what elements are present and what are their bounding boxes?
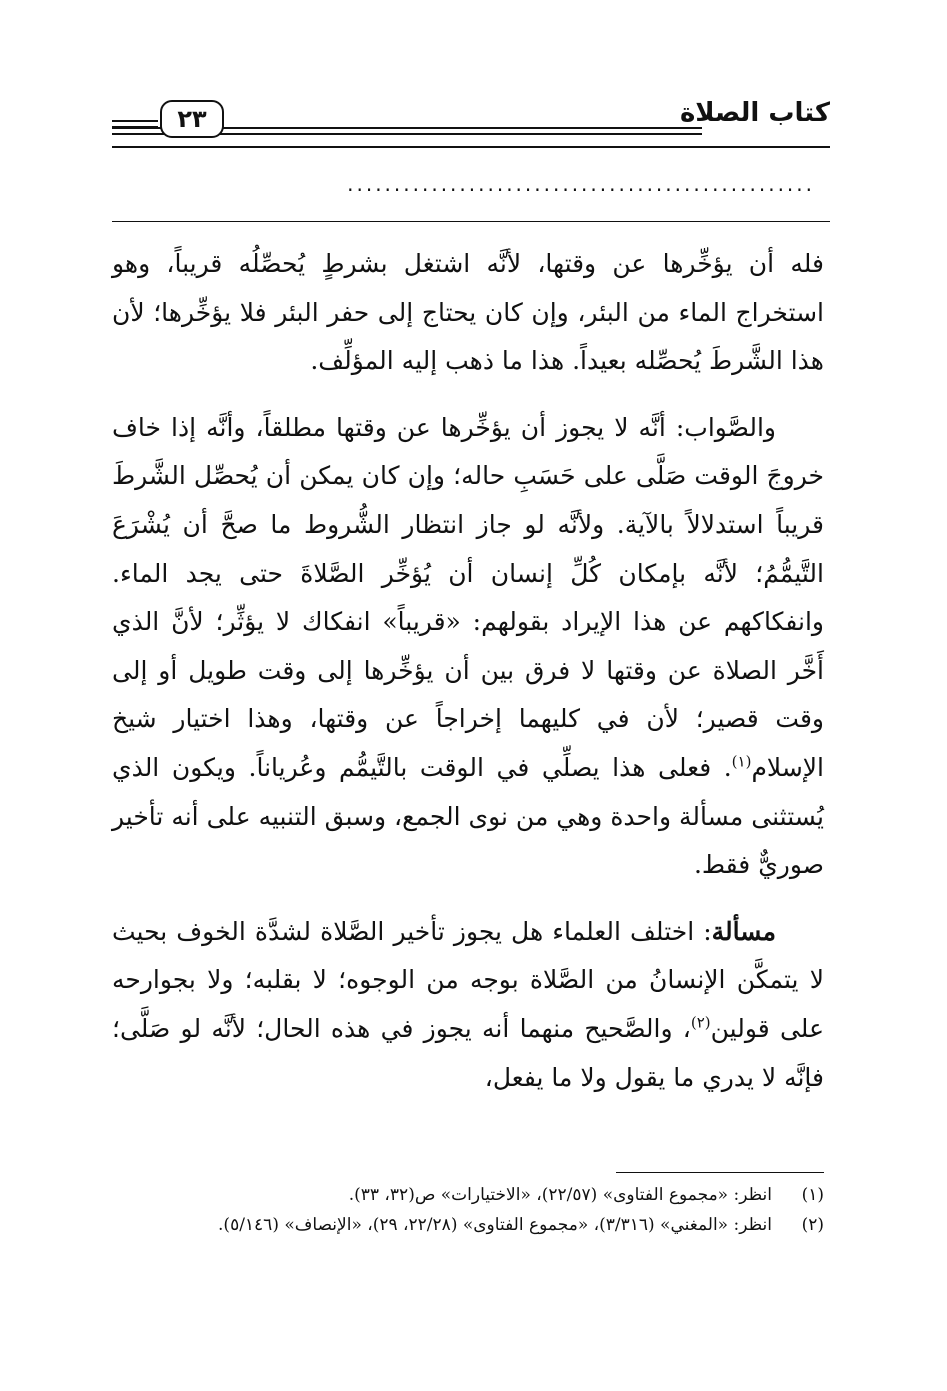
paragraph-text: ، والصَّحيح منهما أنه يجوز في هذه الحال؛ لأنَّه لو صَلَّى؛ فإنَّه لا يدري ما يقول ولا ما يفعل، [112, 1013, 824, 1092]
paragraph-text: . فعلى هذا يصلِّي في الوقت بالتَّيمُّم وعُرياناً. ويكون الذي يُستثنى مسألة واحدة وهي من نوى الجمع، وسبق التنبيه على أنه تأخير صوريٌّ فقط. [112, 752, 824, 880]
continuation-dots: .................................................. [347, 172, 815, 196]
footnote-number: (١) [801, 1185, 824, 1205]
footnote [110, 1180, 824, 1210]
header-rule [112, 120, 158, 122]
body-text [112, 240, 824, 1120]
footnote [110, 1210, 824, 1240]
page-number: ٢٣ [160, 100, 224, 138]
footnote-text: انظر: «المغني» (٣/٣١٦)، «مجموع الفتاوى» (٢٢/٢٨، ٢٩)، «الإنصاف» (٥/١٤٦). [218, 1215, 772, 1235]
footnote-number: (٢) [801, 1215, 824, 1235]
footnote-separator [616, 1172, 824, 1173]
header-rule [112, 126, 158, 128]
paragraph-text: والصَّواب: أنَّه لا يجوز أن يؤخِّرها عن وقتها مطلقاً، وأنَّه إذا خاف خروجَ الوقت صَلَّى على حَسَبِ حاله؛ وإن كان يمكن أن يُحصِّل الشَّرطَ قريباً استدلالاً بالآية. ولأنَّه لو جاز انتظار الشُّروط ما صحَّ أن يُشْرَعَ التَّيمُّمُ؛ لأنَّه بإمكان كُلِّ إنسان أن يُؤخِّر الصَّلاةَ حتى يجد الماء. وانفكاكهم عن هذا الإيراد بقولهم: «قريباً» انفكاك لا يؤثِّر؛ لأنَّ الذي أَخَّر الصلاة عن وقتها لا فرق بين أن يؤخِّرها إلى وقت طويل أو إلى وقت قصير؛ لأن في كليهما إخراجاً عن وقتها، وهذا اختيار شيخ الإسلام [112, 412, 824, 782]
paragraph-text: : اختلف العلماء هل يجوز تأخير الصَّلاة لشدَّة الخوف بحيث لا يتمكَّن الإنسانُ من الصَّلاة بوجه من الوجوه؛ لا بقلبه؛ ولا بجوارحه على قولين [112, 916, 824, 1043]
paragraph-text: فله أن يؤخِّرها عن وقتها، لأنَّه اشتغل بشرطٍ يُحصِّلُه قريباً، وهو استخراج الماء من البئر، وإن كان يحتاج إلى حفر البئر فلا يؤخِّرها؛ لأن هذا الشَّرطَ يُحصِّله بعيداً. هذا ما ذهب إليه المؤلِّف. [112, 249, 824, 376]
running-title: كتاب الصلاة [679, 98, 830, 128]
section-divider [112, 221, 830, 222]
paragraph [112, 404, 824, 890]
page-header [112, 96, 830, 146]
issue-heading: مسألة [711, 916, 776, 946]
paragraph [112, 908, 824, 1102]
paragraph [112, 240, 824, 386]
footnote-text: انظر: «مجموع الفتاوى» (٢٢/٥٧)، «الاختيارات» ص(٣٢، ٣٣). [348, 1185, 772, 1205]
footnote-ref: (٢) [690, 1013, 711, 1032]
footnote-ref: (١) [731, 752, 752, 771]
header-divider [112, 146, 830, 148]
footnotes [110, 1180, 824, 1240]
